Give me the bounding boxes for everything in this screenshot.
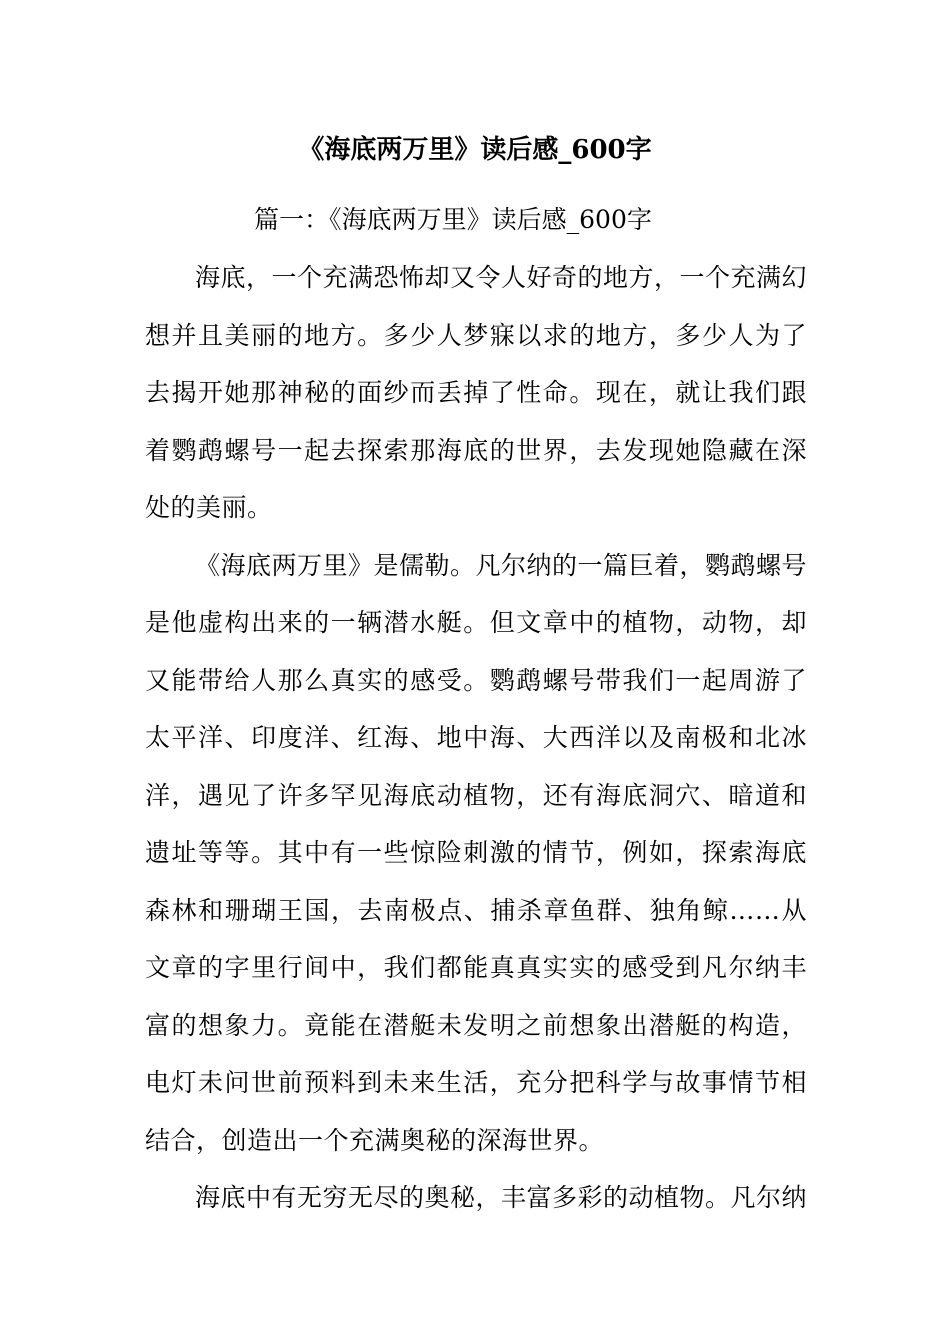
paragraph: 海底中有无穷无尽的奥秘，丰富多彩的动植物。凡尔纳 bbox=[195, 1183, 808, 1212]
paragraph: 海底，一个充满恐怖却又令人好奇的地方，一个充满幻想并且美丽的地方。多少人梦寐以求的地方，多少人为了去揭开她那神秘的面纱而丢掉了性命。现在，就让我们跟着鹦鹉螺号一起去探索那海底的世界，去发现她隐藏在深处的美丽。 bbox=[145, 263, 808, 522]
document-body bbox=[145, 249, 807, 1227]
document-title: 《海底两万里》读后感_600字 bbox=[298, 135, 652, 165]
document-subtitle: 篇一：《海底两万里》读后感_600字 bbox=[254, 205, 652, 234]
paragraph: 《海底两万里》是儒勒。凡尔纳的一篇巨着，鹦鹉螺号是他虚构出来的一辆潜水艇。但文章中的植物，动物，却又能带给人那么真实的感受。鹦鹉螺号带我们一起周游了太平洋、印度洋、红海、地中海、大西洋以及南极和北冰洋，遇见了许多罕见海底动植物，还有海底洞穴、暗道和遗址等等。其中有一些惊险刺激的情节，例如，探索海底森林和珊瑚王国，去南极点、捕杀章鱼群、独角鲸……从文章的字里行间中，我们都能真真实实的感受到凡尔纳丰富的想象力。竟能在潜艇未发明之前想象出潜艇的构造，电灯未问世前预料到未来生活，充分把科学与故事情节相结合，创造出一个充满奥秘的深海世界。 bbox=[145, 550, 808, 1155]
